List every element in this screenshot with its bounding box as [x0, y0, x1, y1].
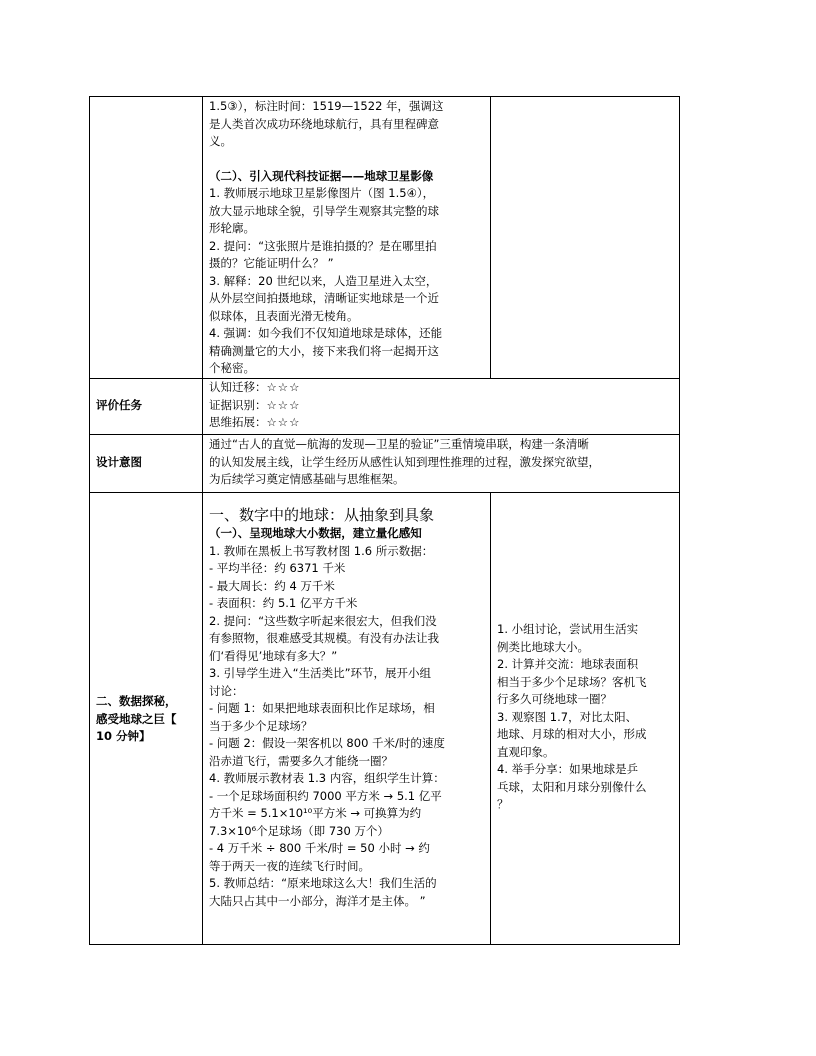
design-label: 设计意图 — [96, 455, 142, 469]
column-divider-1 — [202, 97, 203, 944]
text-line: 2. 提问：“这张照片是谁拍摄的？是在哪里拍 — [209, 238, 437, 253]
section-heading: 一、数字中的地球：从抽象到具象 — [209, 506, 435, 524]
teacher-activity-cell — [209, 505, 489, 910]
text-line: 大陆只占其中一小部分，海洋才是主体。 ” — [209, 893, 426, 908]
text-line: 为后续学习奠定情感基础与思维框架。 — [209, 472, 405, 486]
star-rating: ☆☆☆ — [266, 397, 301, 412]
text-line: 1. 教师展示地球卫星影像图片（图 1.5④）， — [209, 186, 435, 200]
text-line: - 问题 2：假设一架客机以 800 千米/时的速度 — [209, 736, 445, 750]
text-line: 4. 教师展示教材表 1.3 内容，组织学生计算： — [209, 771, 445, 785]
text-line: 从外层空间拍摄地球，清晰证实地球是一个近 — [209, 291, 439, 305]
lesson-plan-table — [89, 96, 680, 945]
eval-item-name: 认知迁移： — [209, 380, 267, 394]
design-text — [209, 436, 679, 489]
text-line: 7.3×10⁶个足球场（即 730 万个） — [209, 823, 389, 838]
text-line: 3. 解释：20 世纪以来，人造卫星进入太空， — [209, 273, 438, 288]
student-activity-cell — [497, 621, 677, 814]
text-line: - 平均半径：约 6371 千米 — [209, 561, 346, 575]
text-line: 似球体，且表面光滑无棱角。 — [209, 308, 359, 323]
text-line: 2. 提问：“这些数字听起来很宏大，但我们没 — [209, 613, 437, 628]
text-line: 当于多少个足球场？ — [209, 718, 313, 733]
text-line: 行多久可绕地球一圈？ — [497, 692, 612, 706]
eval-item-name: 证据识别： — [209, 397, 267, 412]
text-line: 个秘密。 — [209, 361, 255, 375]
eval-item — [209, 414, 489, 432]
text-line: 5. 教师总结：“原来地球这么大！我们生活的 — [209, 876, 437, 890]
text-line: 有参照物，很难感受其规模。有没有办法让我 — [209, 631, 439, 645]
text-line: 3. 观察图 1.7，对比太阳、 — [497, 709, 638, 724]
text-line: ？ — [497, 797, 509, 811]
text-line: - 一个足球场面积约 7000 平方米 → 5.1 亿平 — [209, 788, 442, 803]
eval-item — [209, 379, 489, 397]
text-line: 二、数据探秘， — [96, 694, 177, 708]
text-line: 直观印象。 — [497, 744, 555, 759]
star-rating: ☆☆☆ — [266, 415, 301, 429]
eval-label: 评价任务 — [96, 398, 142, 412]
row-divider-2 — [90, 434, 679, 435]
text-line: 义。 — [209, 134, 232, 148]
text-line: 10 分钟】 — [96, 729, 151, 743]
text-line: 摄的？它能证明什么？ ” — [209, 256, 334, 270]
text-line: 方千米 = 5.1×10¹⁰平方米 → 可换算为约 — [209, 806, 422, 820]
text-line: 地球、月球的相对大小，形成 — [497, 727, 647, 741]
text-line: 相当于多少个足球场？客机飞 — [497, 674, 647, 689]
text-line: 精确测量它的大小，接下来我们将一起揭开这 — [209, 343, 439, 358]
eval-items — [209, 379, 489, 432]
text-line: 3. 引导学生进入“生活类比”环节，展开小组 — [209, 666, 432, 680]
text-line: 1.5③），标注时间：1519—1522 年，强调这 — [209, 99, 444, 113]
text-line: 感受地球之巨【 — [96, 711, 177, 726]
activity-cell-continued — [209, 98, 489, 378]
eval-item-name: 思维拓展： — [209, 415, 267, 429]
text-line: 形轮廓。 — [209, 221, 255, 235]
text-line: 例类比地球大小。 — [497, 639, 589, 654]
column-divider-2 — [490, 97, 491, 378]
text-line: - 问题 1：如果把地球表面积比作足球场，相 — [209, 701, 435, 715]
section-title: （二）、引入现代科技证据——地球卫星影像 — [209, 168, 434, 183]
text-line: 等于两天一夜的连续飞行时间。 — [209, 858, 370, 873]
text-line: 是人类首次成功环绕地球航行，具有里程碑意 — [209, 116, 439, 131]
text-line: 沿赤道飞行，需要多久才能绕一圈？ — [209, 753, 393, 768]
text-line: 4. 举手分享：如果地球是乒 — [497, 762, 639, 776]
text-line: 1. 小组讨论，尝试用生活实 — [497, 622, 639, 636]
text-line: - 表面积：约 5.1 亿平方千米 — [209, 596, 358, 610]
star-rating: ☆☆☆ — [266, 380, 301, 394]
row-divider-3 — [90, 492, 679, 493]
text-line: 1. 教师在黑板上书写教材图 1.6 所示数据： — [209, 543, 434, 558]
text-line: 乓球，太阳和月球分别像什么 — [497, 779, 647, 794]
text-line: - 4 万千米 ÷ 800 千米/时 = 50 小时 → 约 — [209, 841, 430, 855]
section2-label — [96, 693, 200, 746]
text-line: 放大显示地球全貌，引导学生观察其完整的球 — [209, 203, 439, 218]
text-line: 的认知发展主线，让学生经历从感性认知到理性推理的过程，激发探究欲望， — [209, 454, 600, 469]
text-line: 们‘看得见’地球有多大？” — [209, 648, 338, 663]
eval-item — [209, 397, 489, 415]
text-line: - 最大周长：约 4 万千米 — [209, 578, 335, 593]
text-line: 讨论： — [209, 683, 244, 698]
text-line: 4. 强调：如今我们不仅知道地球是球体，还能 — [209, 326, 443, 340]
section-subheading: （一）、呈现地球大小数据，建立量化感知 — [209, 526, 422, 540]
text-line: 通过“古人的直觉—航海的发现—卫星的验证”三重情境串联，构建一条清晰 — [209, 437, 589, 451]
text-line: 2. 计算并交流：地球表面积 — [497, 657, 639, 671]
column-divider-3 — [490, 492, 491, 944]
